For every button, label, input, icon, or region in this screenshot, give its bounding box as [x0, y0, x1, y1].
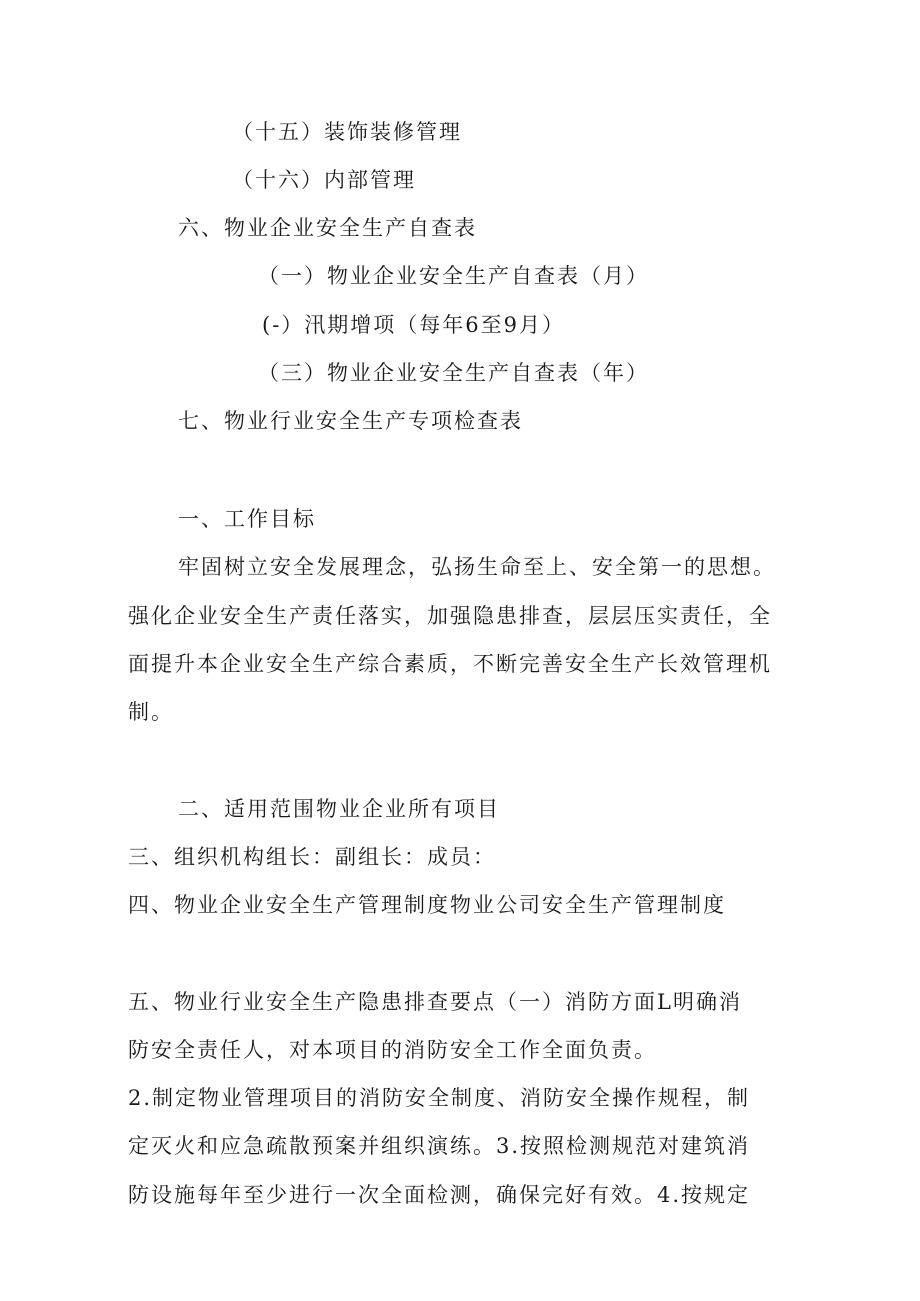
toc-item-6-1: （一）物业企业安全生产自查表（月）: [258, 264, 649, 288]
section-heading-4: 四、物业企业安全生产管理制度物业公司安全生产管理制度: [128, 893, 726, 917]
section-heading-1: 一、工作目标: [178, 507, 316, 531]
paragraph-line: 强化企业安全生产责任落实，加强隐患排查，层层压实责任，全: [128, 604, 772, 628]
toc-item-15: （十五）装饰装修管理: [232, 120, 462, 144]
section-heading-3: 三、组织机构组长：副组长：成员：: [128, 845, 496, 869]
paragraph-line: 定灭火和应急疏散预案并组织演练。3.按照检测规范对建筑消: [128, 1134, 751, 1158]
paragraph-line: 防安全责任人，对本项目的消防安全工作全面负责。: [128, 1038, 657, 1062]
section-heading-5: 五、物业行业安全生产隐患排查要点（一）消防方面L明确消: [128, 990, 742, 1014]
paragraph-line: 制。: [128, 700, 174, 724]
toc-item-16: （十六）内部管理: [232, 168, 416, 192]
section-heading-2: 二、适用范围物业企业所有项目: [178, 797, 500, 821]
paragraph-line: 2.制定物业管理项目的消防安全制度、消防安全操作规程，制: [128, 1086, 751, 1110]
paragraph-line: 牢固树立安全发展理念，弘扬生命至上、安全第一的思想。: [178, 555, 776, 579]
paragraph-line: 面提升本企业安全生产综合素质，不断完善安全生产长效管理机: [128, 652, 772, 676]
toc-section-6: 六、物业企业安全生产自查表: [178, 216, 477, 240]
paragraph-line: 防设施每年至少进行一次全面检测，确保完好有效。4.按规定: [128, 1183, 751, 1207]
toc-section-7: 七、物业行业安全生产专项检查表: [178, 409, 523, 433]
toc-item-6-3: （三）物业企业安全生产自查表（年）: [258, 361, 649, 385]
toc-item-6-2: (-）汛期增项（每年6至9月）: [262, 313, 566, 337]
